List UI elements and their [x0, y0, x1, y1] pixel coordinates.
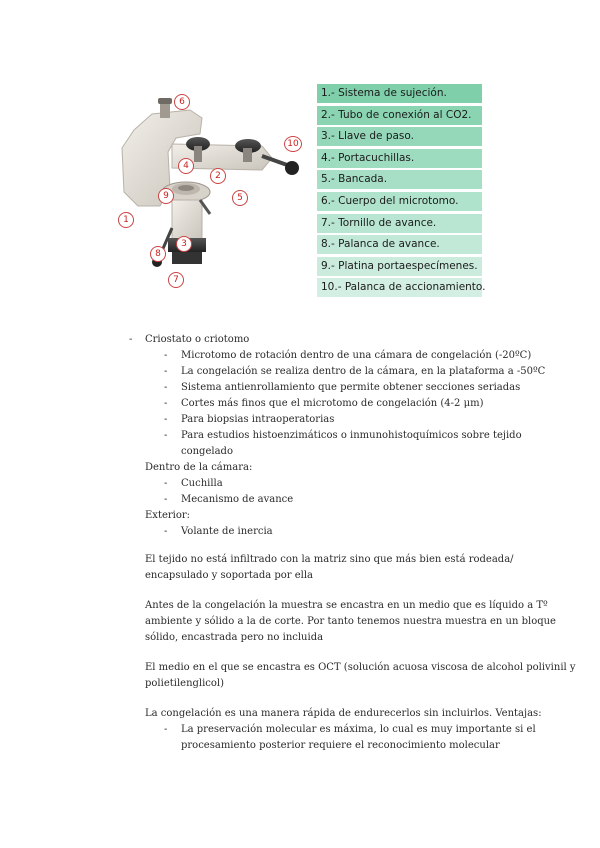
- inside-item: Cuchilla: [181, 478, 223, 489]
- feature-item: Cortes más finos que el microtomo de congelación (4-2 μm): [181, 398, 484, 409]
- list-bullet: -: [164, 724, 168, 735]
- callout-6: 6: [174, 94, 190, 110]
- paragraph-4: La congelación es una manera rápida de endurecerlos sin incluirlos. Ventajas:: [145, 708, 542, 719]
- cryostat-illustration: [112, 88, 312, 298]
- list-bullet: -: [129, 334, 133, 345]
- feature-item: Para biopsias intraoperatorias: [181, 414, 335, 425]
- legend-item-3: 3.- Llave de paso.: [317, 127, 482, 146]
- legend-item-2: 2.- Tubo de conexión al CO2.: [317, 106, 482, 125]
- inside-item: Mecanismo de avance: [181, 494, 294, 505]
- cryostat-figure: [112, 88, 312, 298]
- legend-item-7: 7.- Tornillo de avance.: [317, 214, 482, 233]
- callout-1: 1: [118, 212, 134, 228]
- callout-2: 2: [210, 168, 226, 184]
- paragraph-1: encapsulado y soportada por ella: [145, 570, 314, 581]
- feature-item: La congelación se realiza dentro de la cámara, en la plataforma a -50ºC: [181, 366, 546, 377]
- list-bullet: -: [164, 398, 168, 409]
- list-bullet: -: [164, 478, 168, 489]
- exterior-label: Exterior:: [145, 510, 191, 521]
- paragraph-2: sólido, encastrada pero no incluida: [145, 632, 324, 643]
- callout-3: 3: [176, 236, 192, 252]
- exterior-item: Volante de inercia: [181, 526, 273, 537]
- callout-10: 10: [284, 136, 302, 152]
- legend-item-6: 6.- Cuerpo del microtomo.: [317, 192, 482, 211]
- paragraph-2: Antes de la congelación la muestra se encastra en un medio que es líquido a Tº: [145, 600, 548, 611]
- list-bullet: -: [164, 350, 168, 361]
- paragraph-3: polietilenglicol): [145, 678, 225, 689]
- paragraph-2: ambiente y sólido a la de corte. Por tanto tenemos nuestra muestra en un bloque: [145, 616, 556, 627]
- parts-legend: [317, 84, 486, 300]
- section-heading: Criostato o criotomo: [145, 334, 250, 345]
- advantage-item: La preservación molecular es máxima, lo cual es muy importante si el: [181, 724, 536, 735]
- feature-item: Para estudios histoenzimáticos o inmunohistoquímicos sobre tejido: [181, 430, 522, 441]
- list-bullet: -: [164, 494, 168, 505]
- callout-9: 9: [158, 188, 174, 204]
- feature-item-continuation: congelado: [181, 446, 233, 457]
- legend-item-4: 4.- Portacuchillas.: [317, 149, 482, 168]
- advantage-item-continuation: procesamiento posterior requiere el reconocimiento molecular: [181, 740, 500, 751]
- paragraph-1: El tejido no está infiltrado con la matriz sino que más bien está rodeada/: [145, 554, 514, 565]
- legend-item-5: 5.- Bancada.: [317, 170, 482, 189]
- list-bullet: -: [164, 382, 168, 393]
- legend-item-9: 9.- Platina portaespecímenes.: [317, 257, 482, 276]
- inside-label: Dentro de la cámara:: [145, 462, 253, 473]
- list-bullet: -: [164, 366, 168, 377]
- callout-4: 4: [178, 158, 194, 174]
- list-bullet: -: [164, 430, 168, 441]
- callout-8: 8: [150, 246, 166, 262]
- list-bullet: -: [164, 414, 168, 425]
- callout-7: 7: [168, 272, 184, 288]
- feature-item: Microtomo de rotación dentro de una cámara de congelación (-20ºC): [181, 350, 532, 361]
- callout-5: 5: [232, 190, 248, 206]
- legend-item-8: 8.- Palanca de avance.: [317, 235, 482, 254]
- feature-item: Sistema antienrollamiento que permite obtener secciones seriadas: [181, 382, 521, 393]
- list-bullet: -: [164, 526, 168, 537]
- legend-item-1: 1.- Sistema de sujeción.: [317, 84, 482, 103]
- paragraph-3: El medio en el que se encastra es OCT (solución acuosa viscosa de alcohol polivinil y: [145, 662, 576, 673]
- legend-item-10: 10.- Palanca de accionamiento.: [317, 278, 482, 297]
